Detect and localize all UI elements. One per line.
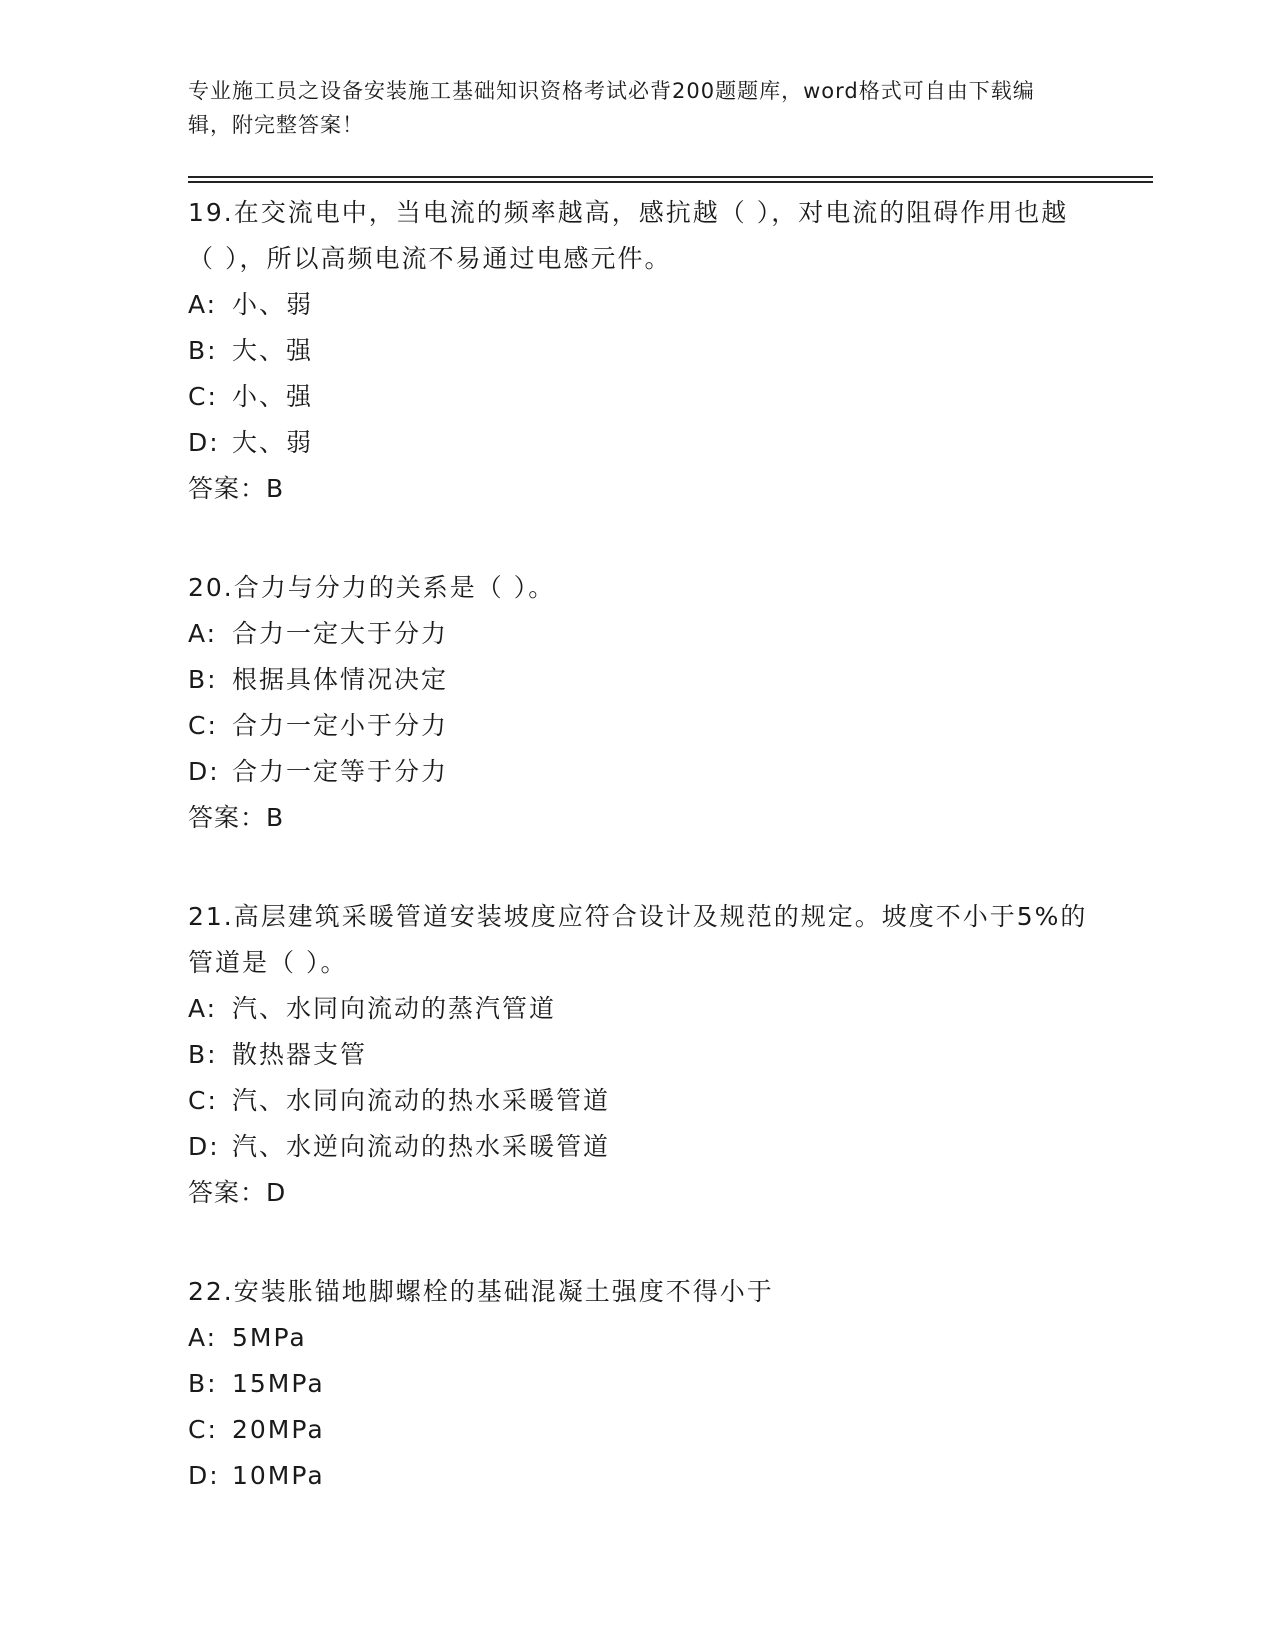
option-label: D:: [188, 428, 220, 457]
header-rule-top: [188, 176, 1153, 178]
option-text: 散热器支管: [232, 1040, 368, 1069]
option-text: 20MPa: [232, 1415, 325, 1444]
option-b: [188, 1032, 1088, 1078]
option-d: [188, 1453, 1088, 1499]
question-19: [188, 190, 1088, 512]
option-label: B:: [188, 1040, 218, 1069]
option-label: A:: [188, 619, 218, 648]
option-label: B:: [188, 336, 218, 365]
answer: 答案：D: [188, 1178, 287, 1207]
option-label: A:: [188, 1323, 218, 1352]
option-c: [188, 1078, 1088, 1124]
question-stem: 21.高层建筑采暖管道安装坡度应符合设计及规范的规定。坡度不小于5%的管道是（ ）。: [188, 902, 1088, 977]
option-text: 合力一定等于分力: [232, 757, 449, 786]
option-text: 汽、水逆向流动的热水采暖管道: [232, 1132, 611, 1161]
question-21: [188, 894, 1088, 1216]
option-d: [188, 420, 1088, 466]
option-text: 大、强: [232, 336, 314, 365]
option-text: 汽、水同向流动的蒸汽管道: [232, 994, 557, 1023]
question-stem: 19.在交流电中，当电流的频率越高，感抗越（ ），对电流的阻碍作用也越（ ），所以高频电流不易通过电感元件。: [188, 198, 1069, 273]
option-c: [188, 374, 1088, 420]
option-label: D:: [188, 1461, 220, 1490]
question-stem: 22.安装胀锚地脚螺栓的基础混凝土强度不得小于: [188, 1277, 774, 1306]
option-b: [188, 657, 1088, 703]
option-label: D:: [188, 757, 220, 786]
option-label: A:: [188, 994, 218, 1023]
option-d: [188, 749, 1088, 795]
question-20: [188, 565, 1088, 841]
header-rule-bottom: [188, 181, 1153, 183]
question-22: [188, 1269, 1088, 1499]
document-header: 专业施工员之设备安装施工基础知识资格考试必背200题题库，word格式可自由下载编辑，附完整答案！: [188, 79, 1035, 137]
option-text: 15MPa: [232, 1369, 325, 1398]
answer: 答案：B: [188, 474, 285, 503]
option-label: C:: [188, 1415, 218, 1444]
question-list: [188, 190, 1088, 1552]
option-a: [188, 986, 1088, 1032]
option-c: [188, 1407, 1088, 1453]
option-text: 小、弱: [232, 290, 314, 319]
option-text: 大、弱: [232, 428, 314, 457]
option-text: 5MPa: [232, 1323, 307, 1352]
option-b: [188, 1361, 1088, 1407]
option-text: 10MPa: [232, 1461, 325, 1490]
option-text: 汽、水同向流动的热水采暖管道: [232, 1086, 611, 1115]
option-text: 合力一定大于分力: [232, 619, 449, 648]
option-a: [188, 611, 1088, 657]
answer: 答案：B: [188, 803, 285, 832]
option-label: C:: [188, 382, 218, 411]
option-a: [188, 1315, 1088, 1361]
option-a: [188, 282, 1088, 328]
option-label: B:: [188, 665, 218, 694]
option-c: [188, 703, 1088, 749]
option-label: B:: [188, 1369, 218, 1398]
option-text: 合力一定小于分力: [232, 711, 449, 740]
question-stem: 20.合力与分力的关系是（ ）。: [188, 573, 556, 602]
option-label: C:: [188, 711, 218, 740]
option-label: A:: [188, 290, 218, 319]
option-label: D:: [188, 1132, 220, 1161]
option-text: 小、强: [232, 382, 314, 411]
option-label: C:: [188, 1086, 218, 1115]
option-text: 根据具体情况决定: [232, 665, 449, 694]
option-d: [188, 1124, 1088, 1170]
option-b: [188, 328, 1088, 374]
